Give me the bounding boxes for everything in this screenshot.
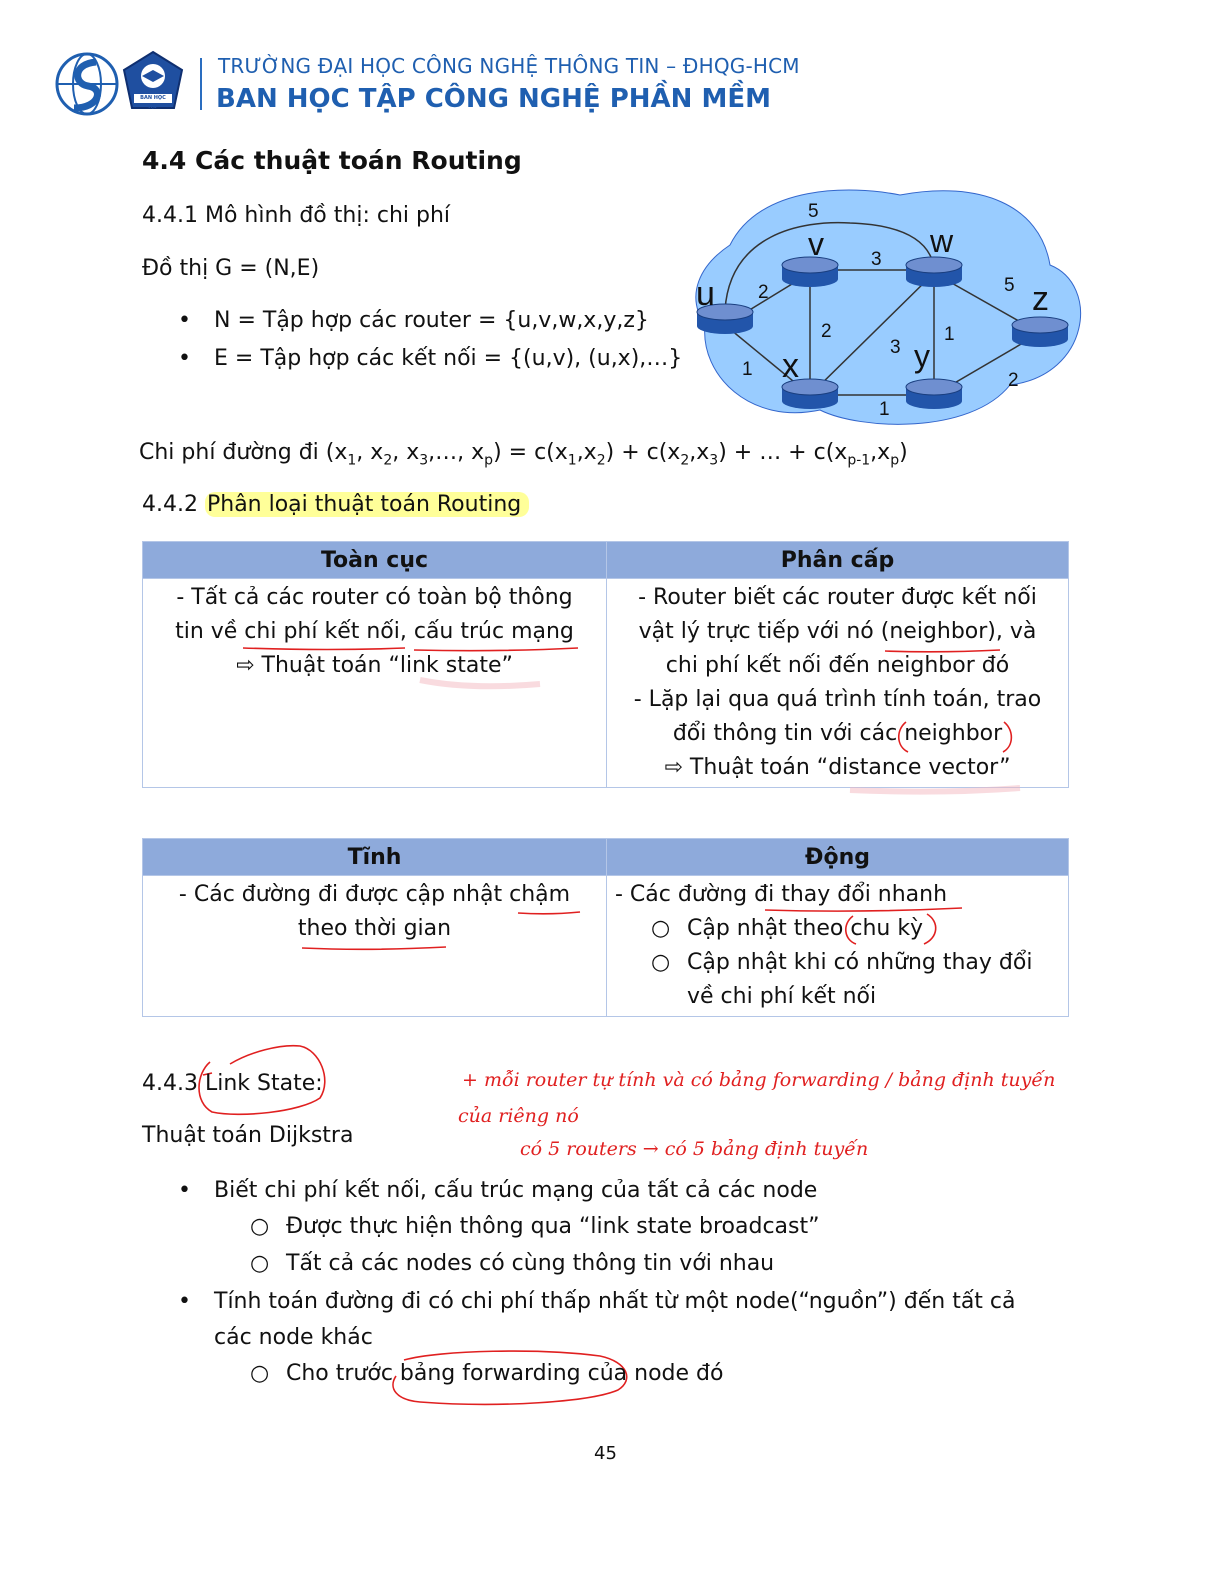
page-number: 45 [594,1443,617,1464]
ban-hoc-tap-logo-text: BAN HỌC TẬP [140,95,166,110]
table1-right-line: - Lặp lại qua quá trình tính toán, trao [633,687,1042,712]
handwritten-note-line2: của riêng nó [458,1105,579,1127]
subsection-4-4-1: 4.4.1 Mô hình đồ thị: chi phí [142,203,451,228]
edge-cost-vx: 2 [821,321,832,342]
path-cost-formula: Chi phí đường đi ($x_1$, $x_2$, $x_3,\dots$, $x_p) = c(x_1,x_2) + c(x_2,x_3)$ + … + $c(x_{p-1},x_p)$ [139,440,908,469]
edge-cost-wz: 5 [1004,275,1015,296]
bullet-dot: • [178,346,191,371]
subsection-4-4-3: 4.4.3 Link State: [142,1071,323,1096]
bullet-nodes: N = Tập hợp các router = {u,v,w,x,y,z} [214,308,649,333]
table2-header-dynamic: Động [607,839,1069,876]
handwritten-note-line3: có 5 routers → có 5 bảng định tuyến [520,1138,869,1160]
edge-cost-uv: 2 [758,282,769,303]
edge-cost-wx: 3 [890,337,901,358]
bullet-dot: • [178,1289,191,1314]
bullet-edges: E = Tập hợp các kết nối = {(u,v), (u,x),…} [214,346,683,371]
subsection-4-4-2-title: Phân loại thuật toán Routing [205,492,529,517]
bullet-dot: • [178,308,191,333]
edge-cost-wy: 1 [944,324,955,345]
subsection-4-4-2-number: 4.4.2 [142,492,205,517]
edge-cost-vw: 3 [871,249,882,270]
table1-left-line: - Tất cả các router có toàn bộ thông [176,585,573,610]
table2-header-static: Tĩnh [143,839,607,876]
edge-cost-ux: 1 [742,359,753,380]
path-cost-prefix: Chi phí đường đi (x [139,440,348,465]
node-label-y: y [914,338,930,374]
table1-right-line: vật lý trực tiếp với nó (neighbor), và [638,619,1037,644]
node-label-u: u [696,275,715,313]
table1-right-line: ⇨ Thuật toán “distance vector” [664,755,1011,780]
node-label-x: x [782,347,799,385]
header-university: TRƯỜNG ĐẠI HỌC CÔNG NGHỆ THÔNG TIN – ĐHQG-HCM [218,54,800,78]
table1-right-line: đổi thông tin với các neighbor [672,721,1003,746]
bullet-compute-path: Tính toán đường đi có chi phí thấp nhất từ một node(“nguồn”) đến tất cả [214,1289,1016,1314]
sub-bullet-circle: ○ [250,1214,270,1239]
table2-sub-item-cont: về chi phí kết nối [687,984,877,1009]
table2-left-line: theo thời gian [297,916,452,941]
table2-left-line: - Các đường đi được cập nhật chậm [178,882,571,907]
table1-header-decentralized: Phân cấp [607,542,1069,579]
table1-right-line: chi phí kết nối đến neighbor đó [665,653,1010,678]
sub-bullet-forwarding: Cho trước bảng forwarding của node đó [286,1361,724,1386]
bullet-know-cost: Biết chi phí kết nối, cấu trúc mạng của tất cả các node [214,1178,818,1203]
table1-header-global: Toàn cục [143,542,607,579]
edge-cost-xy: 1 [879,399,890,420]
edge-cost-yz: 2 [1008,370,1019,391]
bullet-compute-path-cont: các node khác [214,1325,373,1350]
section-title: 4.4 Các thuật toán Routing [142,146,522,175]
edge-cost-uw: 5 [808,201,819,222]
node-label-w: w [930,223,954,259]
graph-definition: Đồ thị G = (N,E) [142,256,320,281]
dijkstra-title: Thuật toán Dijkstra [142,1123,354,1148]
handwritten-note-line1: + mỗi router tự tính và có bảng forwarding / bảng định tuyến [462,1069,1056,1091]
table2-sub-item: ○ Cập nhật theo chu kỳ [651,916,924,941]
table1-left-line: ⇨ Thuật toán “link state” [236,653,513,678]
table1-left-line: tin về chi phí kết nối, cấu trúc mạng [175,619,574,644]
table1-right-line: - Router biết các router được kết nối [638,585,1037,610]
table2-right-main: - Các đường đi thay đổi nhanh [615,882,948,907]
bullet-dot: • [178,1178,191,1203]
sub-bullet-circle: ○ [250,1361,270,1386]
header-department: BAN HỌC TẬP CÔNG NGHỆ PHẦN MỀM [216,84,771,114]
sub-bullet-circle: ○ [250,1251,270,1276]
node-label-v: v [808,226,824,262]
sub-bullet-broadcast: Được thực hiện thông qua “link state broadcast” [286,1214,820,1239]
node-label-z: z [1032,280,1049,318]
table2-sub-item: ○ Cập nhật khi có những thay đổi [651,950,1033,975]
sub-bullet-same-info: Tất cả các nodes có cùng thông tin với nhau [286,1251,775,1276]
